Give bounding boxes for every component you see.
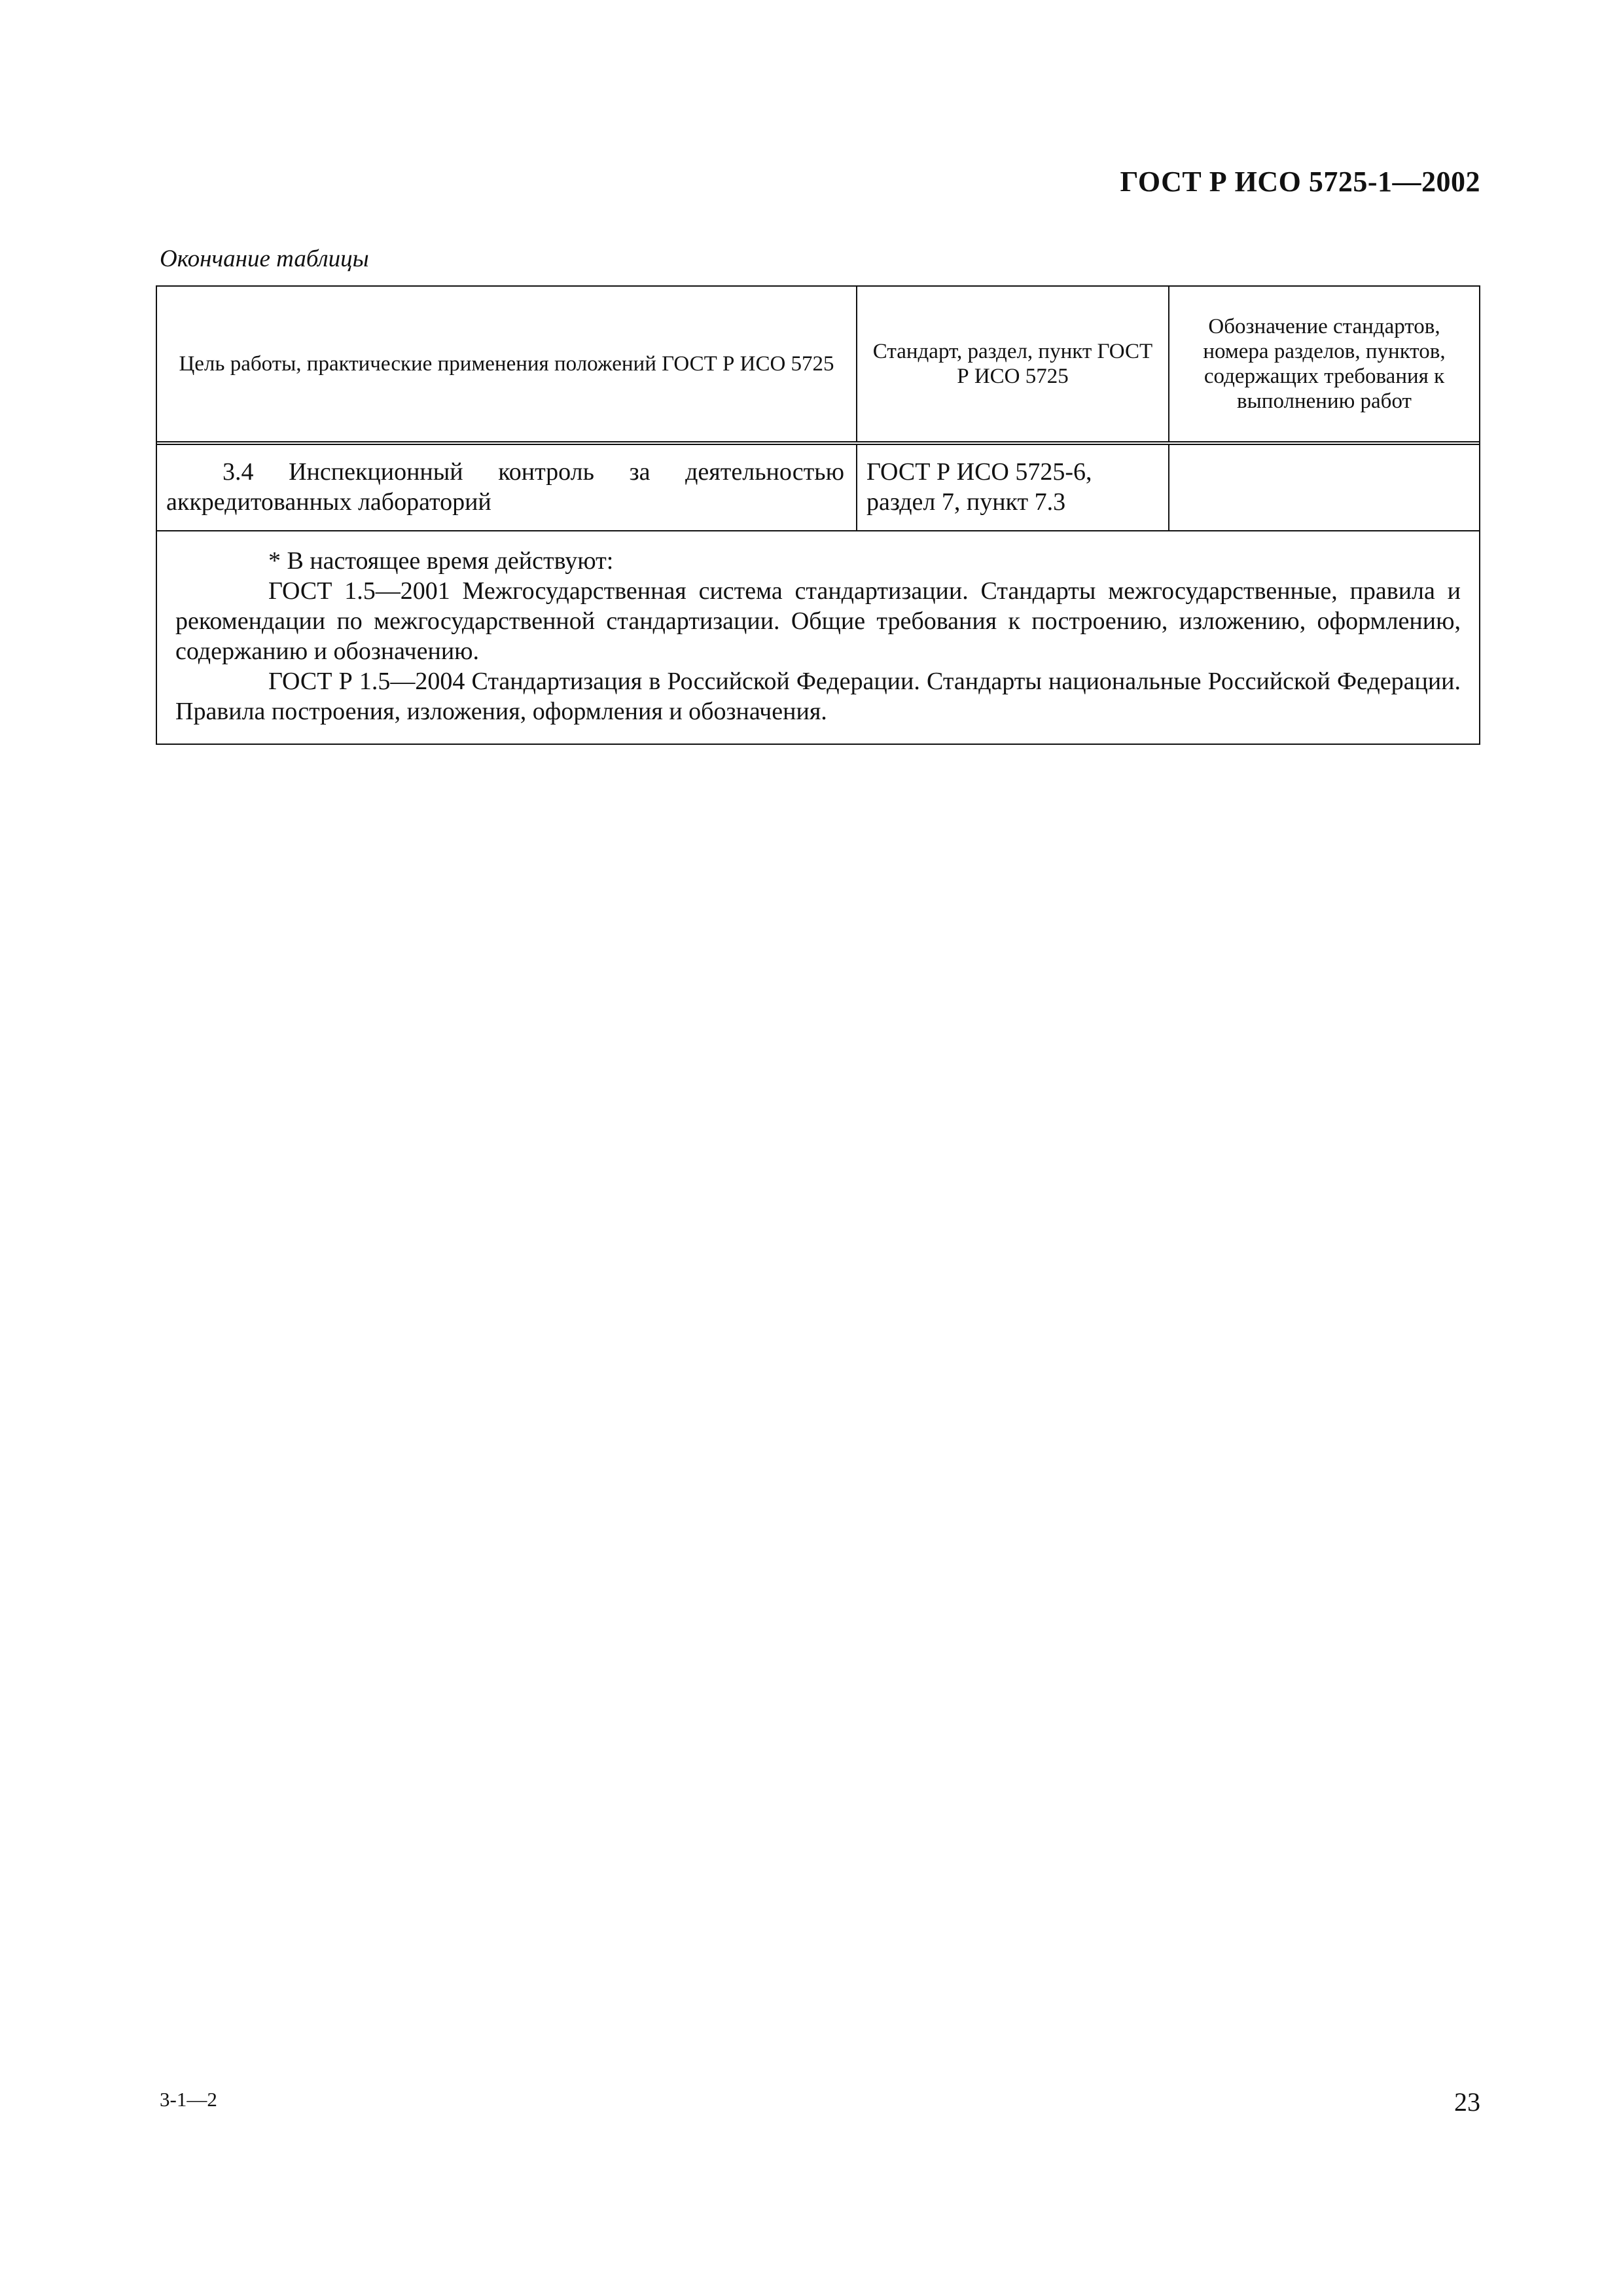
column-header-designation: Обозначение стандартов, номера разделов, пунктов, содержащих требования к выполнению работ [1203,315,1446,413]
table-continuation-label: Окончание таблицы [160,245,369,272]
footnote-intro: * В настоящее время действуют: [268,547,614,575]
cell-reference: ГОСТ Р ИСО 5725-6, раздел 7, пункт 7.3 [857,445,1169,530]
column-header-purpose: Цель работы, практические применения положений ГОСТ Р ИСО 5725 [157,287,857,441]
cell-designation [1169,445,1479,530]
cell-purpose: 3.4 Инспекционный контроль за деятельностью аккредитованных лабораторий [157,445,857,530]
print-code: 3-1—2 [160,2088,217,2111]
document-code: ГОСТ Р ИСО 5725-1—2002 [1120,166,1480,198]
table-footnote [157,531,1479,744]
standards-table [156,285,1480,745]
footnote-item: ГОСТ 1.5—2001 Межгосударственная система стандартизации. Стандарты межгосударственные, правила и рекомендации по межгосударственной стандартизации. Общие требования к построению, изложению, оформлению, содержанию и обозначению. [175,577,1461,665]
table-row [157,445,1479,531]
column-header-reference: Стандарт, раздел, пункт ГОСТ Р ИСО 5725 [857,287,1169,441]
page-number: 23 [1454,2087,1480,2117]
footnote-item: ГОСТ Р 1.5—2004 Стандартизация в Российской Федерации. Стандарты национальные Российской Федерации. Правила построения, изложения, оформления и обозначения. [175,668,1461,725]
table-header-row [157,287,1479,445]
